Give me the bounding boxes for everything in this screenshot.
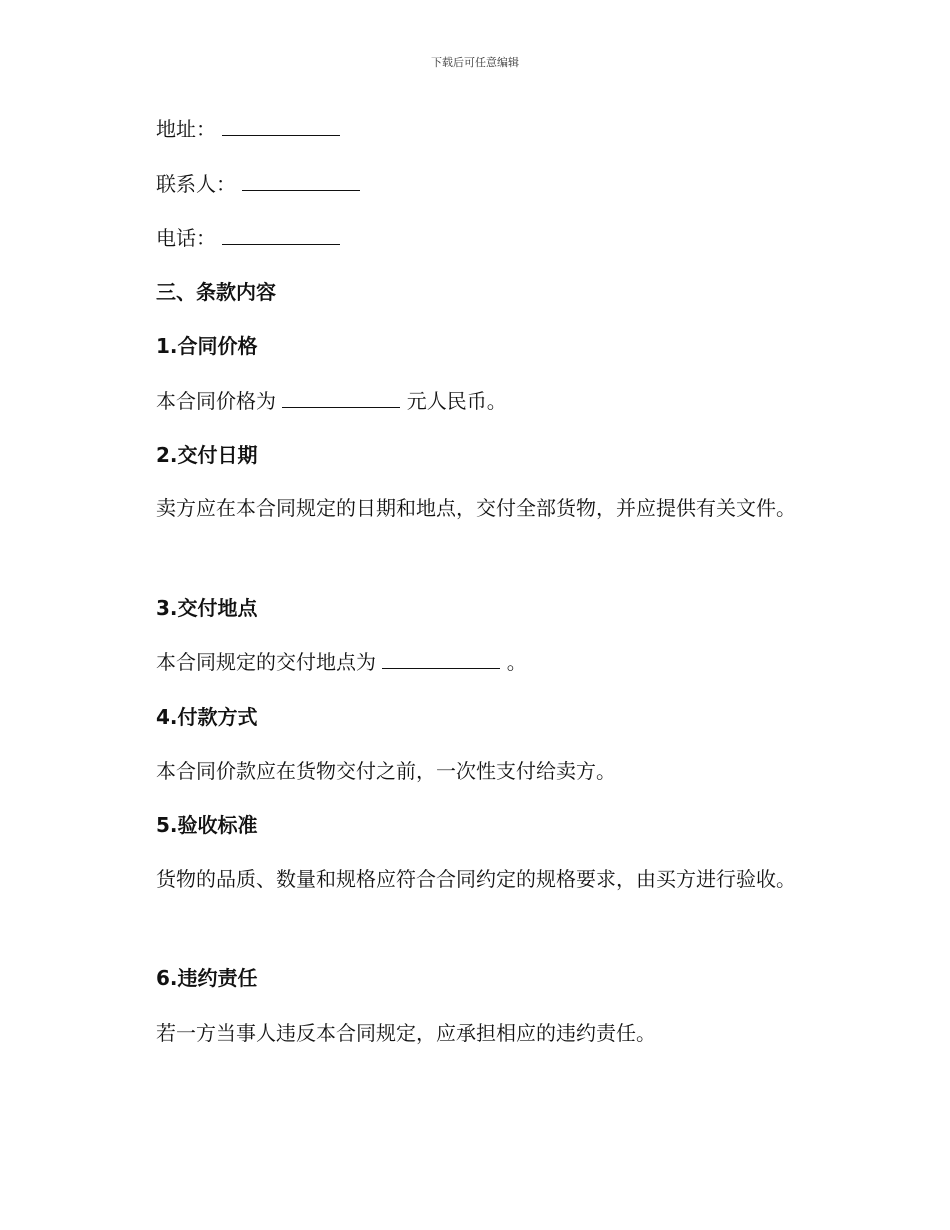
phone-line (156, 226, 340, 250)
price-blank (282, 389, 400, 408)
phone-blank (222, 226, 340, 245)
clause-body: 本合同价款应在货物交付之前，一次性支付给卖方。 (156, 759, 616, 783)
clause-heading: 2.交付日期 (156, 443, 258, 467)
contact-person-blank (242, 172, 360, 191)
clause-body: 货物的品质、数量和规格应符合合同约定的规格要求，由买方进行验收。 (156, 867, 796, 891)
phone-label: 电话： (156, 226, 216, 250)
page-header-note: 下载后可任意编辑 (431, 56, 519, 69)
clause-heading: 3.交付地点 (156, 596, 258, 620)
contact-person-label: 联系人： (156, 172, 236, 196)
clause-body (156, 389, 507, 413)
clause-body: 卖方应在本合同规定的日期和地点，交付全部货物，并应提供有关文件。 (156, 496, 796, 520)
delivery-place-blank (382, 650, 500, 669)
price-text: 本合同价格为 (156, 389, 276, 413)
clause-body: 若一方当事人违反本合同规定，应承担相应的违约责任。 (156, 1021, 656, 1045)
clause-heading: 1.合同价格 (156, 334, 258, 358)
clause-heading: 6.违约责任 (156, 966, 258, 990)
address-line (156, 117, 340, 141)
section-title: 三、条款内容 (156, 280, 276, 304)
address-label: 地址： (156, 117, 216, 141)
delivery-place-end: 。 (506, 650, 527, 674)
clause-body (156, 650, 527, 674)
delivery-place-text: 本合同规定的交付地点为 (156, 650, 376, 674)
clause-heading: 5.验收标准 (156, 813, 258, 837)
address-blank (222, 117, 340, 136)
clause-heading: 4.付款方式 (156, 705, 258, 729)
price-unit-text: 元人民币。 (406, 389, 507, 413)
contact-person-line (156, 172, 360, 196)
